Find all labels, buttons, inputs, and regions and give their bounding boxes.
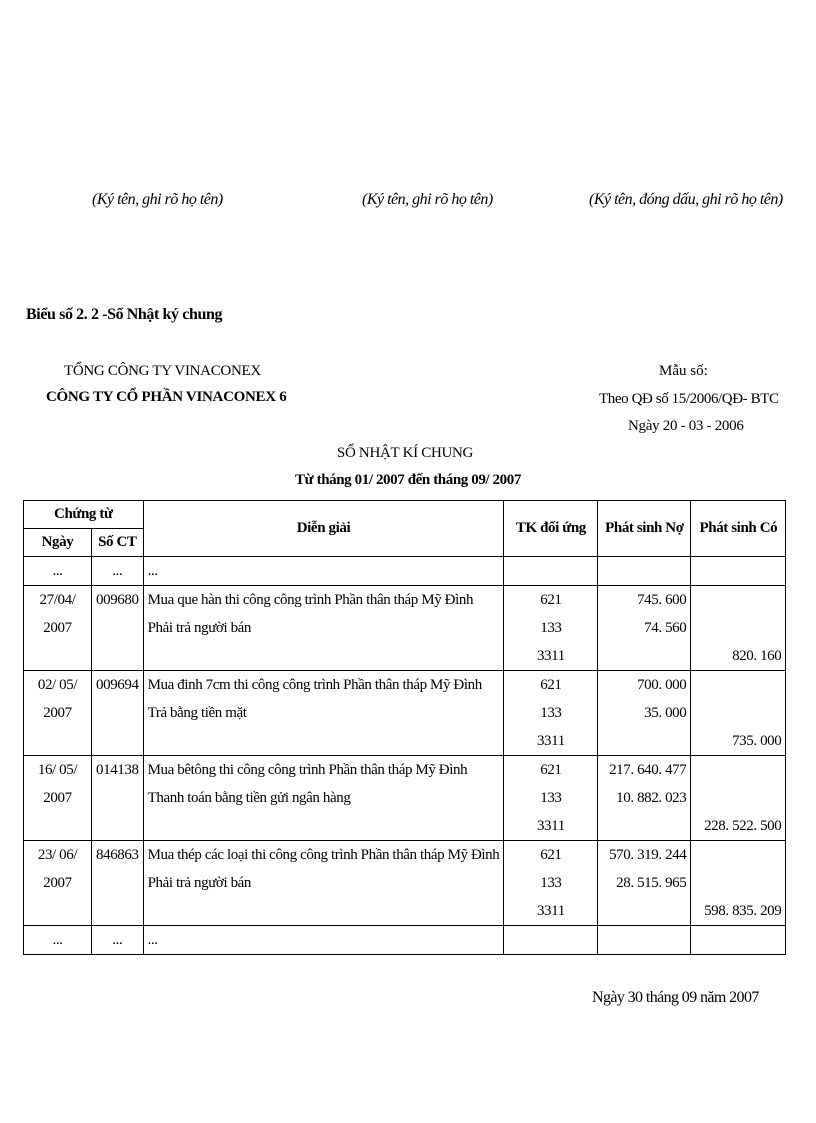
table-row — [24, 671, 786, 756]
entry-accounts — [504, 586, 598, 671]
entry-description — [143, 671, 504, 756]
form-issue-date: Ngày 20 - 03 - 2006 — [628, 418, 744, 434]
table-row-ellipsis-top — [24, 557, 786, 586]
ellipsis-cell: ... — [92, 926, 144, 955]
entry-date — [24, 671, 92, 756]
entry-account: 133 — [540, 875, 562, 891]
entry-credits — [691, 586, 786, 671]
entry-debit: 35. 000 — [644, 705, 687, 721]
entry-description-line: Mua bêtông thi công công trình Phần thân tháp Mỹ Đình — [147, 762, 468, 778]
entry-description-line — [148, 642, 500, 670]
corporation-name: TỔNG CÔNG TY VINACONEX — [64, 363, 261, 379]
period-text: Từ tháng 01/ 2007 đến tháng 09/ 2007 — [295, 472, 521, 488]
entry-description-line: Trả bằng tiền mặt — [147, 705, 247, 721]
entry-credit — [695, 869, 781, 897]
entry-date-text: 27/04/ 2007 — [39, 592, 76, 636]
entry-doc-no-text: 009694 — [96, 677, 139, 693]
entry-account: 133 — [540, 705, 562, 721]
entry-debit — [602, 642, 686, 670]
entry-debit: 28. 515. 965 — [616, 875, 687, 891]
entry-description-line: Thanh toán bằng tiền gửi ngân hàng — [147, 790, 351, 806]
entry-credit: 820. 160 — [732, 648, 782, 664]
entry-debit: 700. 000 — [637, 677, 687, 693]
entry-debit: 570. 319. 244 — [609, 847, 687, 863]
entry-debit: 10. 882. 023 — [616, 790, 687, 806]
header-account: TK đối ứng — [504, 501, 598, 557]
entry-accounts — [504, 756, 598, 841]
entry-debits — [598, 756, 691, 841]
entry-account: 3311 — [536, 733, 565, 749]
entry-description-line: Phải trả người bán — [147, 620, 252, 636]
entry-account: 621 — [540, 592, 562, 608]
entry-credit: 598. 835. 209 — [704, 903, 782, 919]
entry-credit — [695, 699, 781, 727]
entry-description-line: Mua thép các loại thi công công trình Phần thân tháp Mỹ Đình — [147, 847, 500, 863]
entry-debits — [598, 671, 691, 756]
entry-debit — [602, 897, 686, 925]
journal-table — [23, 500, 786, 955]
header-debit: Phát sinh Nợ — [598, 501, 691, 557]
header-date: Ngày — [24, 529, 92, 557]
sign-date: Ngày 30 tháng 09 năm 2007 — [592, 989, 759, 1006]
empty-cell — [691, 926, 786, 955]
entry-account: 3311 — [536, 648, 565, 664]
entry-credit — [695, 756, 781, 784]
entry-credit — [695, 784, 781, 812]
entry-credit — [695, 841, 781, 869]
entry-account: 133 — [540, 620, 562, 636]
entry-date-text: 23/ 06/ 2007 — [37, 847, 78, 891]
entry-date — [24, 841, 92, 926]
entry-date-text: 16/ 05/ 2007 — [37, 762, 78, 806]
ellipsis-cell: ... — [92, 557, 144, 586]
entry-credit — [695, 671, 781, 699]
entry-description-line: Mua đinh 7cm thi công công trình Phần thân tháp Mỹ Đình — [147, 677, 482, 693]
table-row — [24, 841, 786, 926]
entry-debits — [598, 586, 691, 671]
entry-description-line: Mua que hàn thi công công trình Phần thân tháp Mỹ Đình — [147, 592, 474, 608]
entry-account: 3311 — [536, 903, 565, 919]
ellipsis-cell: ... — [24, 557, 92, 586]
entry-debits — [598, 841, 691, 926]
entry-date — [24, 586, 92, 671]
header-voucher-group: Chứng từ — [24, 501, 144, 529]
entry-credits — [691, 756, 786, 841]
table-row — [24, 586, 786, 671]
entry-account: 621 — [540, 677, 562, 693]
empty-cell — [598, 557, 691, 586]
signature-note-preparer: (Ký tên, ghi rõ họ tên) — [92, 191, 223, 208]
entry-debit — [602, 727, 686, 755]
entry-account: 621 — [540, 762, 562, 778]
entry-credit — [695, 614, 781, 642]
form-label: Biểu số 2. 2 -Sổ Nhật ký chung — [26, 306, 223, 323]
company-name: CÔNG TY CỔ PHẦN VINACONEX 6 — [46, 389, 287, 405]
entry-date — [24, 756, 92, 841]
entry-description — [143, 841, 504, 926]
header-credit: Phát sinh Có — [691, 501, 786, 557]
header-doc-no: Số CT — [92, 529, 144, 557]
entry-date-text: 02/ 05/ 2007 — [37, 677, 78, 721]
signature-note-director: (Ký tên, đóng dấu, ghi rõ họ tên) — [589, 191, 783, 208]
empty-cell — [504, 926, 598, 955]
entry-credits — [691, 841, 786, 926]
entry-doc-no-text: 014138 — [96, 762, 139, 778]
entry-description-line — [148, 727, 500, 755]
form-number: Mẫu số: — [659, 363, 708, 379]
empty-cell — [504, 557, 598, 586]
entry-credit — [695, 586, 781, 614]
table-row-ellipsis-bottom — [24, 926, 786, 955]
decision-reference: Theo QĐ số 15/2006/QĐ- BTC — [599, 391, 779, 407]
entry-debit: 217. 640. 477 — [609, 762, 687, 778]
entry-accounts — [504, 671, 598, 756]
entry-debit: 745. 600 — [637, 592, 687, 608]
entry-doc-no-text: 009680 — [96, 592, 139, 608]
header-description: Diễn giải — [143, 501, 504, 557]
entry-accounts — [504, 841, 598, 926]
empty-cell — [598, 926, 691, 955]
page-title-text: SỔ NHẬT KÍ CHUNG — [336, 445, 474, 461]
entry-description-line — [148, 812, 500, 840]
entry-doc-no-text: 846863 — [96, 847, 139, 863]
ellipsis-cell: ... — [143, 557, 504, 586]
page-title — [0, 445, 816, 462]
entry-doc-no — [92, 841, 144, 926]
ellipsis-cell: ... — [143, 926, 504, 955]
entry-doc-no — [92, 671, 144, 756]
entry-credits — [691, 671, 786, 756]
entry-account: 133 — [540, 790, 562, 806]
entry-description — [143, 586, 504, 671]
entry-account: 621 — [540, 847, 562, 863]
entry-doc-no — [92, 586, 144, 671]
entry-description-line: Phải trả người bán — [147, 875, 252, 891]
entry-credit: 228. 522. 500 — [704, 818, 782, 834]
entry-debit: 74. 560 — [644, 620, 687, 636]
entry-debit — [602, 812, 686, 840]
ellipsis-cell: ... — [24, 926, 92, 955]
entry-description-line — [148, 897, 500, 925]
entry-doc-no — [92, 756, 144, 841]
entry-credit: 735. 000 — [732, 733, 782, 749]
period-line — [0, 472, 816, 489]
table-row — [24, 756, 786, 841]
entry-account: 3311 — [536, 818, 565, 834]
signature-note-accountant: (Ký tên, ghi rõ họ tên) — [362, 191, 493, 208]
empty-cell — [691, 557, 786, 586]
entry-description — [143, 756, 504, 841]
